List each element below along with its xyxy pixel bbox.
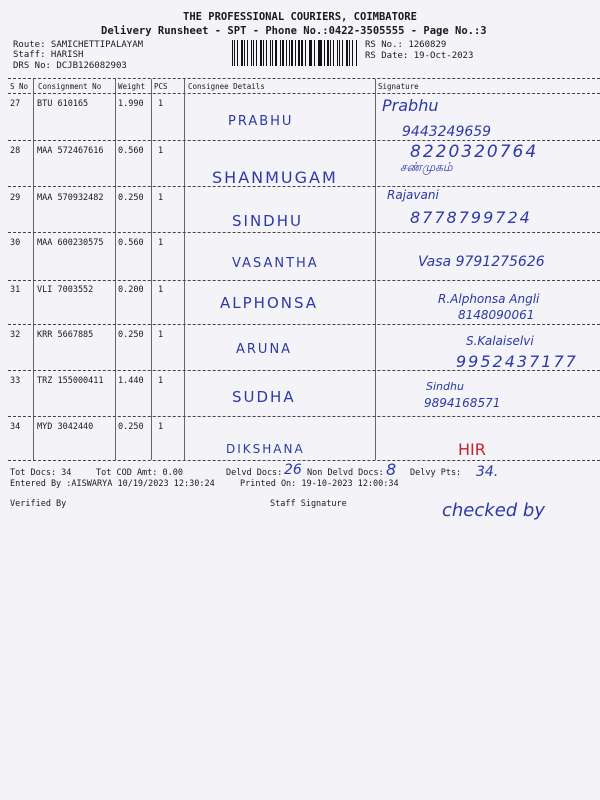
barcode-bar — [270, 40, 271, 66]
verified-by-label: Verified By — [10, 499, 67, 509]
barcode-bar — [275, 40, 277, 66]
row-weight: 0.560 — [118, 146, 144, 156]
total-cod-amount: Tot COD Amt: 0.00 — [96, 468, 183, 478]
signature-handwritten: Prabhu — [382, 96, 439, 115]
barcode-bar — [256, 40, 257, 66]
consignee-handwritten: ARUNA — [236, 342, 293, 357]
row-pcs: 1 — [158, 285, 164, 295]
row-consignment: KRR 5667885 — [37, 330, 94, 340]
barcode-bar — [349, 40, 350, 66]
divider — [8, 93, 600, 94]
delivered-docs-label: Delvd Docs: — [226, 468, 283, 478]
col-weight: Weight — [118, 82, 146, 91]
barcode-bar — [280, 40, 281, 66]
signature-handwritten: S.Kalaiselvi — [466, 334, 534, 348]
barcode-bar — [310, 40, 311, 66]
row-divider — [8, 232, 600, 233]
non-delivered-docs-handwritten: 8 — [386, 460, 397, 479]
column-rule — [375, 79, 376, 460]
barcode-bar — [289, 40, 290, 66]
column-rule — [115, 79, 116, 460]
barcode-bar — [266, 40, 267, 66]
barcode — [232, 40, 358, 66]
barcode-bar — [241, 40, 243, 66]
delivery-points-handwritten: 34. — [476, 464, 499, 480]
consignee-handwritten: ALPHONSA — [220, 294, 319, 312]
signature-handwritten: சண்முகம் — [400, 160, 453, 174]
phone-handwritten: 8778799724 — [410, 208, 532, 227]
barcode-bar — [337, 40, 338, 66]
company-title: THE PROFESSIONAL COURIERS, COIMBATORE — [183, 11, 417, 23]
row-pcs: 1 — [158, 422, 164, 432]
row-sno: 27 — [10, 99, 21, 109]
barcode-bar — [330, 40, 331, 66]
barcode-bar — [342, 40, 343, 66]
consignee-handwritten: DIKSHANA — [226, 442, 305, 456]
barcode-bar — [232, 40, 233, 66]
row-consignment: BTU 610165 — [37, 99, 89, 109]
printed-on: Printed On: 19-10-2023 12:00:34 — [240, 479, 399, 489]
barcode-bar — [272, 40, 273, 66]
row-sno: 32 — [10, 330, 21, 340]
barcode-bar — [339, 40, 340, 66]
row-pcs: 1 — [158, 376, 164, 386]
col-consignee: Consignee Details — [188, 82, 265, 91]
row-divider — [8, 280, 600, 281]
barcode-bar — [309, 40, 310, 66]
barcode-bar — [251, 40, 252, 66]
signature-handwritten: R.Alphonsa Angli — [438, 292, 540, 306]
row-divider — [8, 324, 600, 325]
column-rule — [151, 79, 152, 460]
barcode-bar — [314, 40, 315, 66]
delivered-docs-handwritten: 26 — [284, 462, 302, 478]
barcode-bar — [237, 40, 238, 66]
signature-handwritten: HIR — [458, 440, 486, 459]
staff-label: Staff: HARISH — [13, 50, 84, 60]
column-rule — [184, 79, 185, 460]
barcode-bar — [346, 40, 348, 66]
phone-handwritten: 8148090061 — [458, 308, 535, 322]
barcode-bar — [234, 40, 235, 66]
column-rule — [33, 79, 34, 460]
barcode-bar — [247, 40, 248, 66]
barcode-bar — [260, 40, 262, 66]
delivery-points-label: Delvy Pts: — [410, 468, 462, 478]
barcode-bar — [352, 40, 353, 66]
row-weight: 1.440 — [118, 376, 144, 386]
consignee-handwritten: SINDHU — [232, 212, 303, 230]
barcode-bar — [319, 40, 321, 66]
consignee-handwritten: VASANTHA — [232, 256, 319, 271]
row-consignment: MAA 570932482 — [37, 193, 104, 203]
row-divider — [8, 186, 600, 187]
row-divider — [8, 460, 600, 461]
row-weight: 1.990 — [118, 99, 144, 109]
barcode-bar — [253, 40, 254, 66]
signature-handwritten: Rajavani — [387, 188, 439, 202]
barcode-bar — [305, 40, 306, 66]
row-consignment: TRZ 155000411 — [37, 376, 104, 386]
barcode-bar — [327, 40, 328, 66]
barcode-bar — [298, 40, 300, 66]
rs-number: RS No.: 1260829 — [365, 40, 447, 50]
consignee-handwritten: PRABHU — [228, 114, 294, 129]
col-consignment: Consignment No — [38, 82, 102, 91]
barcode-bar — [324, 40, 325, 66]
barcode-bar — [295, 40, 296, 66]
row-divider — [8, 140, 600, 141]
rs-date: RS Date: 19-Oct-2023 — [365, 51, 474, 61]
row-pcs: 1 — [158, 238, 164, 248]
barcode-bar — [356, 40, 357, 66]
col-sno: S No — [10, 82, 29, 91]
consignee-handwritten: SHANMUGAM — [212, 168, 338, 187]
phone-handwritten: 9443249659 — [402, 124, 492, 140]
barcode-bar — [333, 40, 334, 66]
row-weight: 0.250 — [118, 330, 144, 340]
row-consignment: MAA 600230575 — [37, 238, 104, 248]
row-sno: 28 — [10, 146, 21, 156]
row-pcs: 1 — [158, 99, 164, 109]
entered-by: Entered By :AISWARYA 10/19/2023 12:30:24 — [10, 479, 215, 489]
barcode-bar — [301, 40, 302, 66]
phone-handwritten: 9952437177 — [456, 352, 578, 371]
non-delivered-docs-label: Non Delvd Docs: — [307, 468, 384, 478]
consignee-handwritten: SUDHA — [232, 388, 296, 406]
row-sno: 34 — [10, 422, 21, 432]
barcode-bar — [244, 40, 245, 66]
phone-handwritten: 9894168571 — [424, 396, 501, 410]
row-consignment: MYD 3042440 — [37, 422, 94, 432]
row-sno: 31 — [10, 285, 21, 295]
row-divider — [8, 416, 600, 417]
total-docs: Tot Docs: 34 — [10, 468, 72, 478]
row-weight: 0.560 — [118, 238, 144, 248]
row-pcs: 1 — [158, 193, 164, 203]
row-consignment: MAA 572467616 — [37, 146, 104, 156]
row-pcs: 1 — [158, 330, 164, 340]
runsheet-subtitle: Delivery Runsheet - SPT - Phone No.:0422-3505555 - Page No.:3 — [101, 25, 487, 37]
barcode-bar — [286, 40, 287, 66]
divider — [8, 78, 600, 79]
drs-number: DRS No: DCJB126082903 — [13, 61, 127, 71]
phone-handwritten: 8220320764 — [410, 142, 539, 162]
row-sno: 33 — [10, 376, 21, 386]
signature-handwritten: Vasa 9791275626 — [418, 254, 545, 270]
barcode-bar — [263, 40, 264, 66]
row-weight: 0.200 — [118, 285, 144, 295]
row-sno: 30 — [10, 238, 21, 248]
row-weight: 0.250 — [118, 193, 144, 203]
barcode-bar — [282, 40, 283, 66]
row-weight: 0.250 — [118, 422, 144, 432]
row-consignment: VLI 7003552 — [37, 285, 94, 295]
staff-signature-label: Staff Signature — [270, 499, 347, 509]
route-label: Route: SAMICHETTIPALAYAM — [13, 40, 144, 50]
signature-handwritten: Sindhu — [426, 380, 464, 393]
checked-by-handwritten: checked by — [442, 500, 545, 521]
row-divider — [8, 370, 600, 371]
col-pcs: PCS — [154, 82, 168, 91]
row-pcs: 1 — [158, 146, 164, 156]
barcode-bar — [318, 40, 319, 66]
row-sno: 29 — [10, 193, 21, 203]
col-signature: Signature — [378, 82, 419, 91]
barcode-bar — [291, 40, 292, 66]
